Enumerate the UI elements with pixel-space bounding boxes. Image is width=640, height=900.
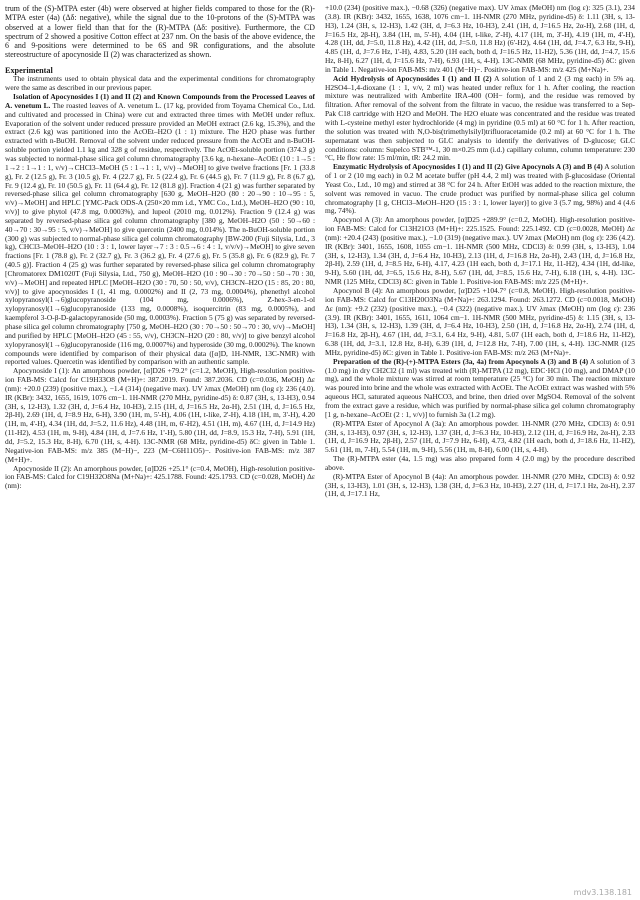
mtpa-preparation-text: A solution of 3 (1.0 mg) in dry CH2Cl2 (1 ml) was treated with (R)-MTPA (12 mg), EDC·HCl (10 mg), and DMAP (10 mg), and the whole mixture was stirred at room temperature (25 °C) for 30 min. The reaction mixture was poured into brine and the whole was extracted with AcOEt. The AcOEt extract was washed with 5% aqueous HCl, saturated aqueous NaHCO3, and brine, then dried over MgSO4. Removal of the solvent from the extract gave a residue, which was purified by normal-phase silica gel column chromatography [1 g, n-hexane–AcOEt (2 : 1, v/v)] to furnish 3a (1.2 mg). [325, 356, 635, 419]
isolation-text: The roasted leaves of A. venetum L. (17 kg, provided from Toyama Chemical Co., Ltd. and cultivated and processed in China) were cut and extracted three times with MeOH under reflux. Evaporation of the solvent under reduced pressure provided an MeOH extract (2.6 kg, 15.3%), and the extract (2.6 kg) was partitioned into the AcOEt–H2O (1 : 1) mixture. The H2O phase was further extracted with n-BuOH. Removal of the solvent under reduced pressure from the AcOEt and n-BuOH-soluble portion yielded 1.1 kg and 328 g of residue, respectively. The AcOEt-soluble portion (374.3 g) was subjected to normal-phase silica gel column chromatography [3.6 kg, n-hexane–AcOEt (10 : 1→5 : 1→2 : 1→1 : 1, v/v)→CHCl3–MeOH (5 : 1→1 : 1, v/v)→MeOH] to give twelve fractions [Fr. 1 (33.8 g), Fr. 2 (12.5 g), Fr. 3 (10.5 g), Fr. 4 (22.7 g), Fr. 5 (22.4 g), Fr. 6 (44.5 g), Fr. 7 (11.9 g), Fr. 8 (6.7 g), Fr. 9 (12.4 g), Fr. 10 (50.5 g), Fr. 11 (64.4 g), Fr. 12 (81.8 g)]. Fraction 4 (21 g) was further separated by reversed-phase silica gel column chromatography [630 g, MeOH–H2O (80 : 20→90 : 10→95 : 5, v/v)→MeOH] and HPLC [YMC-Pack ODS-A (250×20 mm i.d., YMC Co., Ltd.), MeOH–H2O (90 : 10, v/v)] to give phytol (47.8 mg, 0.0003%), and lupeol (2010 mg, 0.012%). Fraction 9 (12.4 g) was separated by reversed-phase silica gel column chromatography [380 g, MeOH–H2O (50 : 50→60 : 40→70 : 30→95 : 5, v/v)→MeOH] to give quercetin (2400 mg, 0.014%). The n-BuOH-soluble portion (300 g) was subjected to normal-phase silica gel column chromatography [BW-200 (Fuji Silysia, Ltd., 3 kg), CHCl3–MeOH–H2O (10 : 3 : 1, lower layer→7 : 3 : 0.5→6 : 4 : 1, v/v/v)→MeOH] to give seven fractions [Fr. 1 (78.8 g), Fr. 2 (32.7 g), Fr. 3 (36.2 g), Fr. 4 (27.6 g), Fr. 5 (35.8 g), Fr. 6 (82.9 g), Fr. 7 (40.5 g)]. Fraction 4 (25 g) was further separated by reversed-phase silica gel column chromatography [Chromatorex DM1020T (Fuji Silysia, Ltd., 750 g), MeOH–H2O (10 : 90→30 : 70→50 : 50→70 : 30, v/v)→MeOH] and repeated HPLC [MeOH–H2O (30 : 70, 50 : 50, v/v), CH3CN–H2O (15 : 85, 20 : 80, v/v)] to give apocynosides I (1, 41 mg, 0.0002%) and II (2, 73 mg, 0.0004%), phenethyl alcohol xylopyranosyl(1→6)glucopyranoside (104 mg, 0.0006%), Z-hex-3-en-1-ol xylopyranosyl(1→6)glucopyranoside (133 mg, 0.0008%), isoquercitrin (83 mg, 0.0005%), and kaempferol 3-O-β-D-galactopyranoside (50 mg, 0.0003%). Fraction 5 (75 g) was separated by reversed-phase silica gel column chromatography [750 g, MeOH–H2O (30 : 70→50 : 50→70 : 30, v/v)→MeOH] and purified by HPLC [MeOH–H2O (45 : 55, v/v), CH3CN–H2O (20 : 80, v/v)] to give benzyl alcohol xylopyranosyl(1→6)glucopyranoside (116 mg, 0.0007%) and hyperoside (30 mg, 0.0002%). The known compounds were identified by comparison of their physical data ([α]D, 1H-NMR, 13C-NMR) with reported values. Quercetin was identified by comparison with an authentic sample. [5, 100, 315, 367]
apocynoside-2-text: An amorphous powder, [α]D26 +25.1° (c=0.4, MeOH), High-resolution positive-ion FAB-MS: Calcd for C19H32O8Na (M+Na)+: 425.1788. Found: 425.1793. CD (c=0.028, MeOH) Δε (nm): [5, 463, 315, 491]
apocynoside-2-paragraph [5, 465, 315, 492]
apocynol-b-heading: Apocynol B (4): [333, 286, 383, 295]
ester-3a-text: An amorphous powder. 1H-NMR (270 MHz, CDCl3) δ: 0.91 (3H, s, 13-H3), 0.97 (3H, s, 12-H3), 1.37 (3H, d, J=6.3 Hz, 10-H3), 2.12 (1H, d, J=16.9 Hz, 2α-H), 2.33 (1H, d, J=16.9 Hz, 2β-H), 2.57 (1H, d, J=7.9 Hz, 6-H), 4.73, 4.82 (1H each, both d, J=18.6 Hz, 11-H2), 5.61 (1H, m, 7-H), 5.54 (1H, m, 9-H), 5.56 (1H, m, 8-H), 6.00 (1H, s, 4-H). [325, 418, 635, 455]
isolation-heading: Isolation of Apocynosides I (1) and II (2) and Known Compounds from the Processed Leaves of A. venetum L. [5, 92, 315, 110]
apocynoside-1-paragraph [5, 367, 315, 464]
discussion-paragraph: trum of the (S)-MTPA ester (4b) were observed at higher fields compared to those for the (R)-MTPA ester (4a) (Δδ: negative), while the signal due to the 10-protons of the (S)-MTPA was observed at a lower field than that for the (R)-MTPA (Δδ: positive). Furthermore, the CD spectrum of 2 showed a positive Cotton effect at 237 nm. On the basis of the above evidence, the 6 and 9-positions were determined to be 6S and 9R configurations, and the absolute stereostructure of apocynoside II (2) was characterized as shown. [5, 4, 315, 60]
general-paragraph: The instruments used to obtain physical data and the experimental conditions for chromatography were the same as described in our previous paper. [5, 74, 315, 93]
mtpa-preparation-heading: Preparation of the (R)-(+)-MTPA Esters (3a, 4a) from Apocynols A (3) and B (4) [333, 356, 589, 366]
enzymatic-hydrolysis-text: A solution of 1 or 2 (10 mg each) in 0.2 M acetate buffer (pH 4.4, 2 ml) was treated with β-glucosidase (Oriental Yeast Co., Ltd., 10 mg) and stirred at 38 °C for 24 h. After EtOH was added to the reaction mixture, the solvent was removed in vacuo. The crude product was purified by normal-phase silica gel column chromatography [1 g, CHCl3–MeOH–H2O (15 : 3 : 1, lower layer)] to give 3 (5.7 mg, 98%) and 4 (4.6 mg, 74%). [325, 162, 635, 216]
ester-4a-heading: (R)-MTPA Ester of Apocynol B (4a): [333, 471, 447, 481]
acid-hydrolysis-heading: Acid Hydrolysis of Apocynosides I (1) and II (2) [333, 73, 492, 83]
right-column [325, 4, 635, 900]
ester-3a-paragraph [325, 420, 635, 455]
isolation-paragraph [5, 93, 315, 367]
acid-hydrolysis-text: A solution of 1 and 2 (3 mg each) in 5% aq. H2SO4–1,4-dioxane (1 : 1, v/v, 2 ml) was heated under reflux for 1 h. After cooling, the reaction mixture was neutralized with Amberlite IRA-400 (OH− form), and the residue was removed by filtration. After removal of the solvent from the filtrate in vacuo, the residue was transferred to a Sep-Pak C18 cartridge with H2O and MeOH. The H2O eluate was concentrated and the residue was treated with L-cysteine methyl ester hydrochloride (4 mg) in pyridine (0.5 ml) at 60 °C for 1 h. After reaction, the solution was treated with N,O-bis(trimethylsilyl)trifluoracetamide (0.2 ml) at 60 °C for 1 h. The supernatant was then subjected to GLC analysis to identify the derivatives of D-glucose; GLC conditions: column: Supelco STB™-1, 30 m×0.25 mm (i.d.) capillary column, column temperature: 230 °C, He flow rate: 15 ml/min, tR: 24.2 min. [325, 73, 635, 163]
apocynol-a-heading: Apocynol A (3): [333, 215, 383, 225]
acid-hydrolysis-paragraph [325, 75, 635, 163]
apocynoside-2-continuation: +10.0 (234) (positive max.), −0.68 (326) (negative max). UV λmax (MeOH) nm (log ε): 325 (3.1), 234 (3.8). IR (KBr): 3432, 1655, 1638, 1076 cm−1. 1H-NMR (270 MHz, pyridine-d5) δ: 1.11 (3H, s, 13-H3), 1.24 (3H, s, 12-H3), 1.42 (3H, d, J=6.3 Hz, 10-H3), 2.41 (1H, d, J=16.5 Hz, 2α-H), 2.68 (1H, d, J=16.5 Hz, 2β-H), 3.84 (1H, m, 5'-H), 4.04 (1H, t-like, 2'-H), 4.17 (1H, m, 3'-H), 4.19 (1H, m, 4'-H), 4.28 (1H, dd, J=5.0, 11.8 Hz), 4.42 (1H, dd, J=5.0, 11.8 Hz) (6'-H2), 4.64 (1H, dd, J=4.7, 6.3 Hz, 9-H), 4.85 (1H, d, J=7.6 Hz, 1'-H), 4.83, 5.20 (1H each, both d, J=16.5 Hz, 11-H2), 5.36 (1H, dd, J=4.7, 15.6 Hz, 8-H), 6.27 (1H, d, J=15.6 Hz, 7-H), 6.93 (1H, s, 4-H). 13C-NMR (68 MHz, pyridine-d5) δC: given in Table 1. Negative-ion FAB-MS: m/z 401 (M−H)−. Positive-ion FAB-MS: m/z 425 (M+Na)+. [325, 4, 635, 74]
ester-4a-paragraph [325, 473, 635, 500]
left-column [5, 4, 315, 900]
ester-3a-heading: (R)-MTPA Ester of Apocynol A (3a): [333, 418, 447, 428]
watermark: mdv3.138.181 [573, 888, 632, 897]
ester-4a-intro-paragraph: The (R)-MTPA ester (4a, 1.5 mg) was also prepared form 4 (2.0 mg) by the procedure described above. [325, 454, 635, 472]
mtpa-preparation-paragraph [325, 358, 635, 420]
apocynoside-1-text: An amorphous powder, [α]D26 +79.2° (c=1.2, MeOH), High-resolution positive-ion FAB-MS: Calcd for C19H33O8 (M+H)+: 387.2019. Found: 387.2036. CD (c=0.036, MeOH) Δε (nm): +20.0 (239) (positive max.), −1.4 (314) (negative max). UV λmax (MeOH) nm (log ε): 236 (4.0). IR (KBr): 3432, 1655, 1619, 1076 cm−1. 1H-NMR (270 MHz, pyridine-d5) δ: 0.87 (3H, s, 13-H3), 0.94 (3H, s, 12-H3), 1.32 (3H, d, J=6.4 Hz, 10-H3), 2.15 (1H, d, J=16.5 Hz, 2α-H), 2.51 (1H, d, J=16.5 Hz, 2β-H), 2.69 (1H, d, J=8.9 Hz, 6-H), 3.90 (1H, m, 5'-H), 4.06 (1H, t-like, 2'-H), 4.18 (1H, m, 3'-H), 4.20 (1H, m, 4'-H), 4.34 (1H, dd, J=5.2, 11.6 Hz), 4.48 (1H, m, 6'-H2), 4.51 (1H, m), 4.67 (1H, d, J=14.9 Hz) (11-H2), 4.53 (1H, m, 9-H), 4.84 (1H, d, J=7.6 Hz, 1'-H), 5.80 (1H, dd, J=8.9, 15.3 Hz, 7-H), 5.91 (1H, dd, J=5.2, 15.3 Hz, 8-H), 6.70 (1H, s, 4-H). 13C-NMR (68 MHz, pyridine-d5) δC: given in Table 1. Negative-ion FAB-MS: m/z 385 (M−H)−, 223 (M−C6H11O5)−. Positive-ion FAB-MS: m/z 387 (M+H)+. [5, 366, 315, 464]
apocynol-b-paragraph [325, 287, 635, 358]
enzymatic-hydrolysis-paragraph [325, 163, 635, 216]
apocynol-a-paragraph [325, 216, 635, 287]
apocynol-a-text: An amorphous powder, [α]D25 +289.9° (c=0.2, MeOH). High-resolution positive-ion FAB-MS: Calcd for C13H21O3 (M+H)+: 225.1525. Found: 225.1492. CD (c=0.0028, MeOH) Δε (nm): +20.4 (243) (positive max.), −1.0 (319) (negative max.). UV λmax (MeOH) nm (log ε): 236 (4.2). IR (KBr): 3401, 1655, 1608, 1055 cm−1. 1H-NMR (500 MHz, CDCl3) δ: 0.99 (3H, s, 13-H3), 1.04 (3H, s, 12-H3), 1.34 (3H, d, J=6.4 Hz, 10-H3), 2.13 (1H, d, J=16.8 Hz, 2α-H), 2.43 (1H, d, J=16.8 Hz, 2β-H), 2.59 (1H, d, J=8.5 Hz, 6-H), 4.17, 4.23 (1H each, both d, J=17.1 Hz, 11-H2), 4.34 (1H, dd-like, 9-H), 5.60 (1H, dd, J=6.5, 15.6 Hz, 8-H), 5.67 (1H, dd, J=8.5, 15.6 Hz, 7-H), 6.18 (1H, s, 4-H). 13C-NMR (125 MHz, CDCl3) δC: given in Table 1. Positive-ion FAB-MS: m/z 225 (M+H)+. [325, 215, 635, 287]
apocynol-b-text: An amorphous powder, [α]D25 +104.7° (c=0.8, MeOH). High-resolution positive-ion FAB-MS: Calcd for C13H20O3Na (M+Na)+: 263.1294. Found: 263.1272. CD (c=0.0018, MeOH) Δε (nm): +9.2 (232) (positive max.), −0.4 (322) (negative max.). UV λmax (MeOH) nm (log ε): 236 (3.9). IR (KBr): 3401, 1655, 1611, 1064 cm−1. 1H-NMR (500 MHz, pyridine-d5) δ: 1.15 (3H, s, 13-H3), 1.34 (3H, s, 12-H3), 1.39 (3H, d, J=6.4 Hz, 10-H3), 2.50 (1H, d, J=16.8 Hz, 2α-H), 2.74 (1H, d, J=16.8 Hz, 2β-H), 4.67 (1H, dd, J=3.1, 6.4 Hz, 9-H), 4.81, 5.07 (1H each, both d, J=18.6 Hz, 11-H2), 6.38 (1H, dd, J=3.1, 12.8 Hz, 8-H), 6.39 (1H, d, J=12.8 Hz, 7-H), 7.00 (1H, s, 4-H). 13C-NMR (125 MHz, pyridine-d5) δC: given in Table 1. Positive-ion FAB-MS: m/z 263 (M+Na)+. [325, 286, 635, 357]
enzymatic-hydrolysis-heading: Enzymatic Hydrolysis of Apocynosides I (1) and II (2) Give Apocynols A (3) and B (4) [333, 162, 603, 172]
apocynoside-1-heading: Apocynoside I (1): [13, 366, 70, 376]
ester-4a-text: An amorphous powder. 1H-NMR (270 MHz, CDCl3) δ: 0.92 (3H, s, 13-H3), 1.01 (3H, s, 12-H3), 1.38 (3H, d, J=6.3 Hz, 10-H3), 2.27 (1H, d, J=17.1 Hz, 2α-H), 2.37 (1H, d, J=17.1 Hz, [325, 471, 635, 499]
apocynoside-2-heading: Apocynoside II (2): [13, 463, 72, 473]
section-heading-experimental: Experimental [5, 65, 53, 75]
